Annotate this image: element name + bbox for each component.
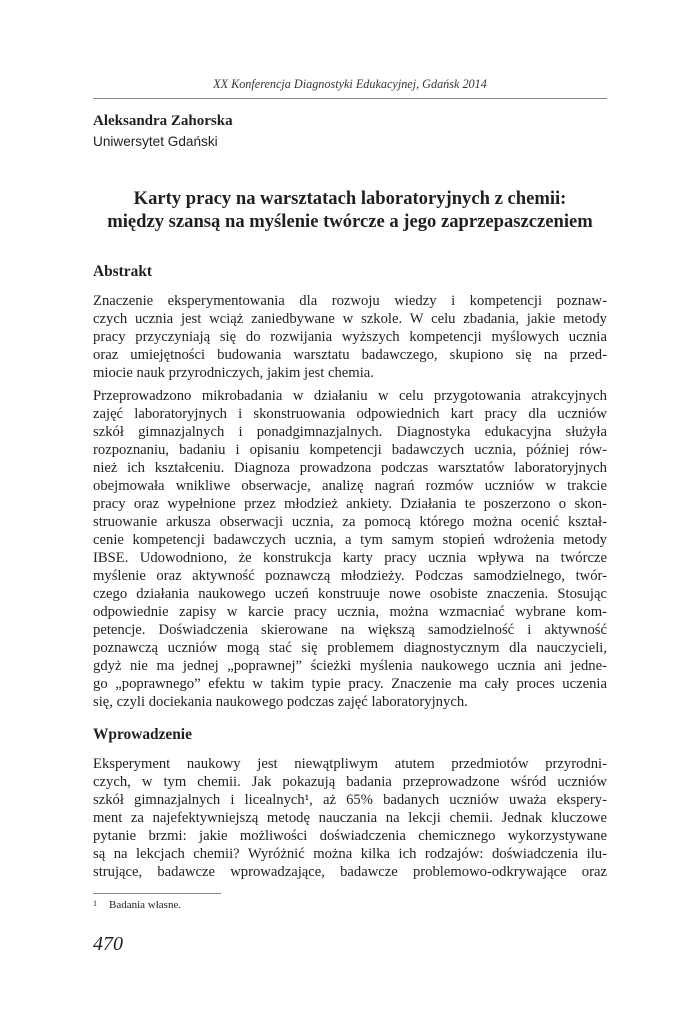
abstract-line: go „poprawnego” efektu w takim typie pracy. Znaczenie ma cały proces uczenia [93,676,607,692]
introduction-heading: Wprowadzenie [93,726,192,743]
abstract-line: nież ich kształceniu. Diagnoza prowadzona podczas warsztatów laboratoryjnych [93,460,607,476]
abstract-line: miocie nauk przyrodniczych, jakim jest chemia. [93,365,374,381]
footnote-text: Badania własne. [109,899,182,911]
abstract-line: myślenie oraz aktywność poznawczą młodzieży. Podczas samodzielnego, twór- [93,568,607,584]
introduction-line: Eksperyment naukowy jest niewątpliwym atutem przedmiotów przyrodni- [93,756,607,772]
abstract-line: czych ucznia jest wciąż zaniedbywane w szkole. W celu zbadania, jakie metody [93,311,607,327]
introduction-line: pytanie brzmi: jakie możliwości doświadczenia chemicznego wykorzystywane [93,828,607,844]
title-line: Karty pracy na warsztatach laboratoryjnych z chemii: [133,188,567,209]
title-line: między szansą na myślenie twórcze a jego zaprzepaszczeniem [107,211,593,232]
abstract-line: pracy przyczyniają się do rozwijania wyższych kompetencji myślowych ucznia [93,329,607,345]
abstract-line: się, czyli dociekania naukowego podczas zajęć laboratoryjnych. [93,694,468,710]
abstract-line: pracy oraz wypełnione przez młodzież ankiety. Działania te poszerzono o skon- [93,496,607,512]
abstract-line: poznawczą uczniów mogą stać się problemem diagnostycznym dla nauczycieli, [93,640,607,656]
abstract-line: oraz umiejętności budowania warsztatu badawczego, skupiono się na przed- [93,347,607,363]
introduction-line: szkół gimnazjalnych i licealnych¹, aż 65% badanych uczniów uważa ekspery- [93,792,607,808]
abstract-line: zajęć laboratoryjnych i skonstruowania odpowiednich kart pracy dla uczniów [93,406,607,422]
abstract-line: petencje. Doświadczenia skierowane na większą samodzielność i aktywność [93,622,607,638]
author-name: Aleksandra Zahorska [93,113,233,129]
abstract-line: Przeprowadzono mikrobadania w działaniu w celu przygotowania atrakcyjnych [93,388,607,404]
footnote-number: 1 [93,899,97,908]
abstract-line: cenie kompetencji badawczych ucznia, a tym samym stopień wdrożenia metody [93,532,607,548]
abstract-line: struowanie arkusza obserwacji ucznia, za pomocą którego można ocenić kształ- [93,514,607,530]
page-number: 470 [93,933,123,955]
abstract-line: szkół gimnazjalnych i ponadgimnazjalnych. Diagnostyka edukacyjna służyła [93,424,607,440]
abstract-line: gdyż nie ma jednej „poprawnej” ścieżki myślenia naukowego ucznia ani jedne- [93,658,607,674]
abstract-line: rozpoznaniu, badaniu i opisaniu kompetencji badawczych ucznia, później rów- [93,442,607,458]
introduction-line: są na lekcjach chemii? Wyróżnić można kilka ich rodzajów: doświadczenia ilu- [93,846,607,862]
header-rule [93,98,607,99]
footnote-rule [93,893,221,894]
footnote [93,899,181,911]
introduction-line: czych, w tym chemii. Jak pokazują badania przeprowadzone wśród uczniów [93,774,607,790]
abstract-line: obejmowała wnikliwe obserwacje, analizę nagrań rozmów uczniów w trakcie [93,478,607,494]
abstract-line: czego działania naukowego uczeń konstruuje nowe osobiste znaczenia. Stosując [93,586,607,602]
abstract-line: IBSE. Udowodniono, że konstrukcja karty pracy ucznia wpływa na twórcze [93,550,607,566]
author-affiliation: Uniwersytet Gdański [93,134,218,149]
introduction-line: strujące, badawcze wprowadzające, badawcze problemowo-odkrywające oraz [93,864,607,880]
introduction-line: ment za najefektywniejszą metodę nauczania na lekcji chemii. Jednak kluczowe [93,810,607,826]
abstract-heading: Abstrakt [93,263,152,280]
paper-title [93,187,607,233]
running-head: XX Konferencja Diagnostyki Edukacyjnej, Gdańsk 2014 [213,77,487,91]
abstract-line: odpowiednie zapisy w karcie pracy ucznia, można wzmacniać wybrane kom- [93,604,607,620]
abstract-line: Znaczenie eksperymentowania dla rozwoju wiedzy i kompetencji poznaw- [93,293,607,309]
